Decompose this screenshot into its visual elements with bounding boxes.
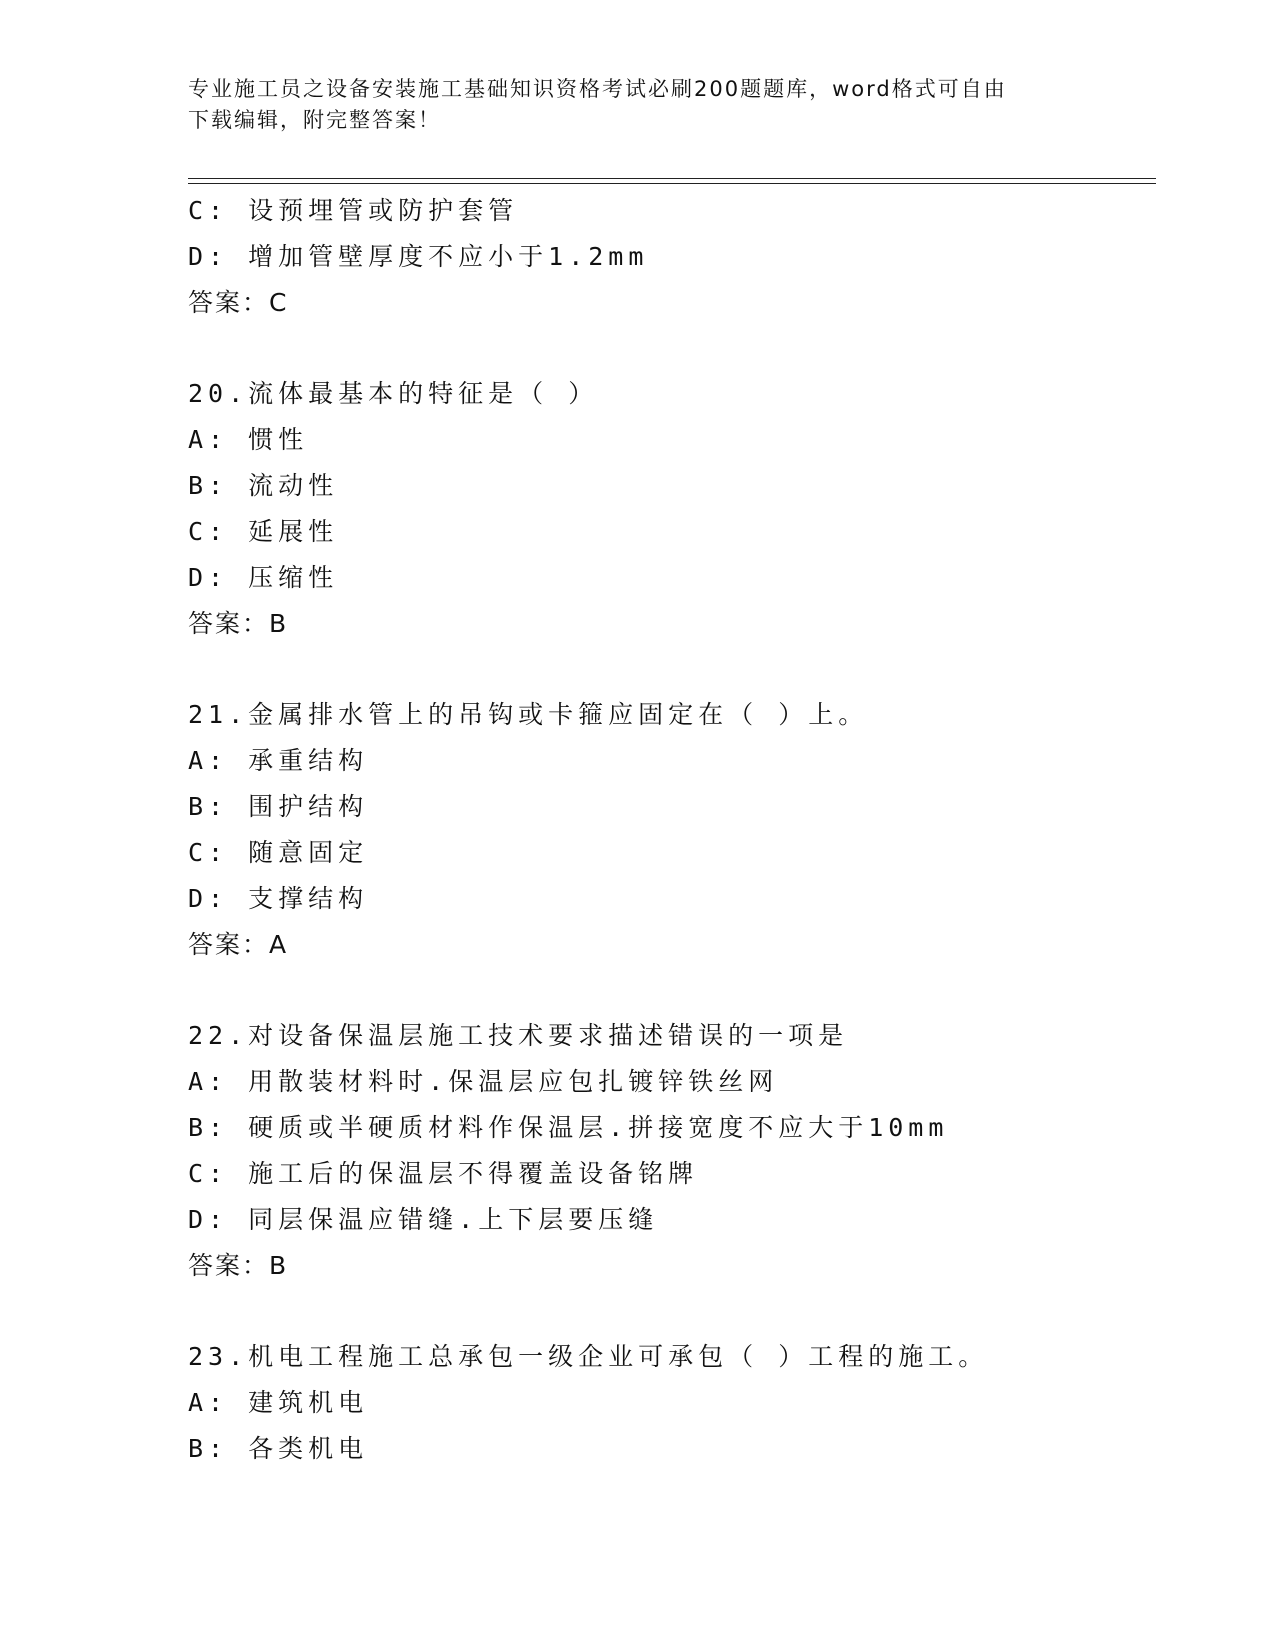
option-b: B: 各类机电 [188, 1434, 369, 1463]
spacer [188, 1289, 1156, 1334]
option-d: D: 支撑结构 [188, 884, 369, 913]
header-divider-top [188, 178, 1156, 179]
option-c: C: 施工后的保温层不得覆盖设备铭牌 [188, 1159, 699, 1188]
question-20: 20.流体最基本的特征是（ ） [188, 379, 599, 408]
question-21: 21.金属排水管上的吊钩或卡箍应固定在（ ）上。 [188, 700, 869, 729]
option-c: C: 延展性 [188, 517, 339, 546]
option-c: C: 随意固定 [188, 838, 369, 867]
question-22: 22.对设备保温层施工技术要求描述错误的一项是 [188, 1021, 849, 1050]
question-23: 23.机电工程施工总承包一级企业可承包（ ）工程的施工。 [188, 1342, 989, 1371]
spacer [188, 647, 1156, 692]
option-b: B: 流动性 [188, 471, 339, 500]
answer-line: 答案：C [188, 288, 289, 317]
answer-line: 答案：B [188, 609, 289, 638]
option-a: A: 建筑机电 [188, 1388, 369, 1417]
question-list [188, 188, 1156, 1472]
document-header [188, 74, 1068, 136]
option-d: D: 增加管壁厚度不应小于1.2mm [188, 242, 649, 271]
answer-line: 答案：B [188, 1251, 289, 1280]
spacer [188, 968, 1156, 1013]
option-b: B: 围护结构 [188, 792, 369, 821]
option-c: C: 设预埋管或防护套管 [188, 196, 519, 225]
option-b: B: 硬质或半硬质材料作保温层.拼接宽度不应大于10mm [188, 1113, 949, 1142]
option-a: A: 承重结构 [188, 746, 369, 775]
header-divider-bottom [188, 183, 1156, 184]
answer-line: 答案：A [188, 930, 289, 959]
option-a: A: 惯性 [188, 425, 309, 454]
option-d: D: 同层保温应错缝.上下层要压缝 [188, 1205, 659, 1234]
option-a: A: 用散装材料时.保温层应包扎镀锌铁丝网 [188, 1067, 779, 1096]
option-d: D: 压缩性 [188, 563, 339, 592]
spacer [188, 326, 1156, 371]
header-title-line-2: 下载编辑，附完整答案！ [188, 108, 441, 132]
header-title-line-1: 专业施工员之设备安装施工基础知识资格考试必刷200题题库，word格式可自由 [188, 77, 1007, 101]
